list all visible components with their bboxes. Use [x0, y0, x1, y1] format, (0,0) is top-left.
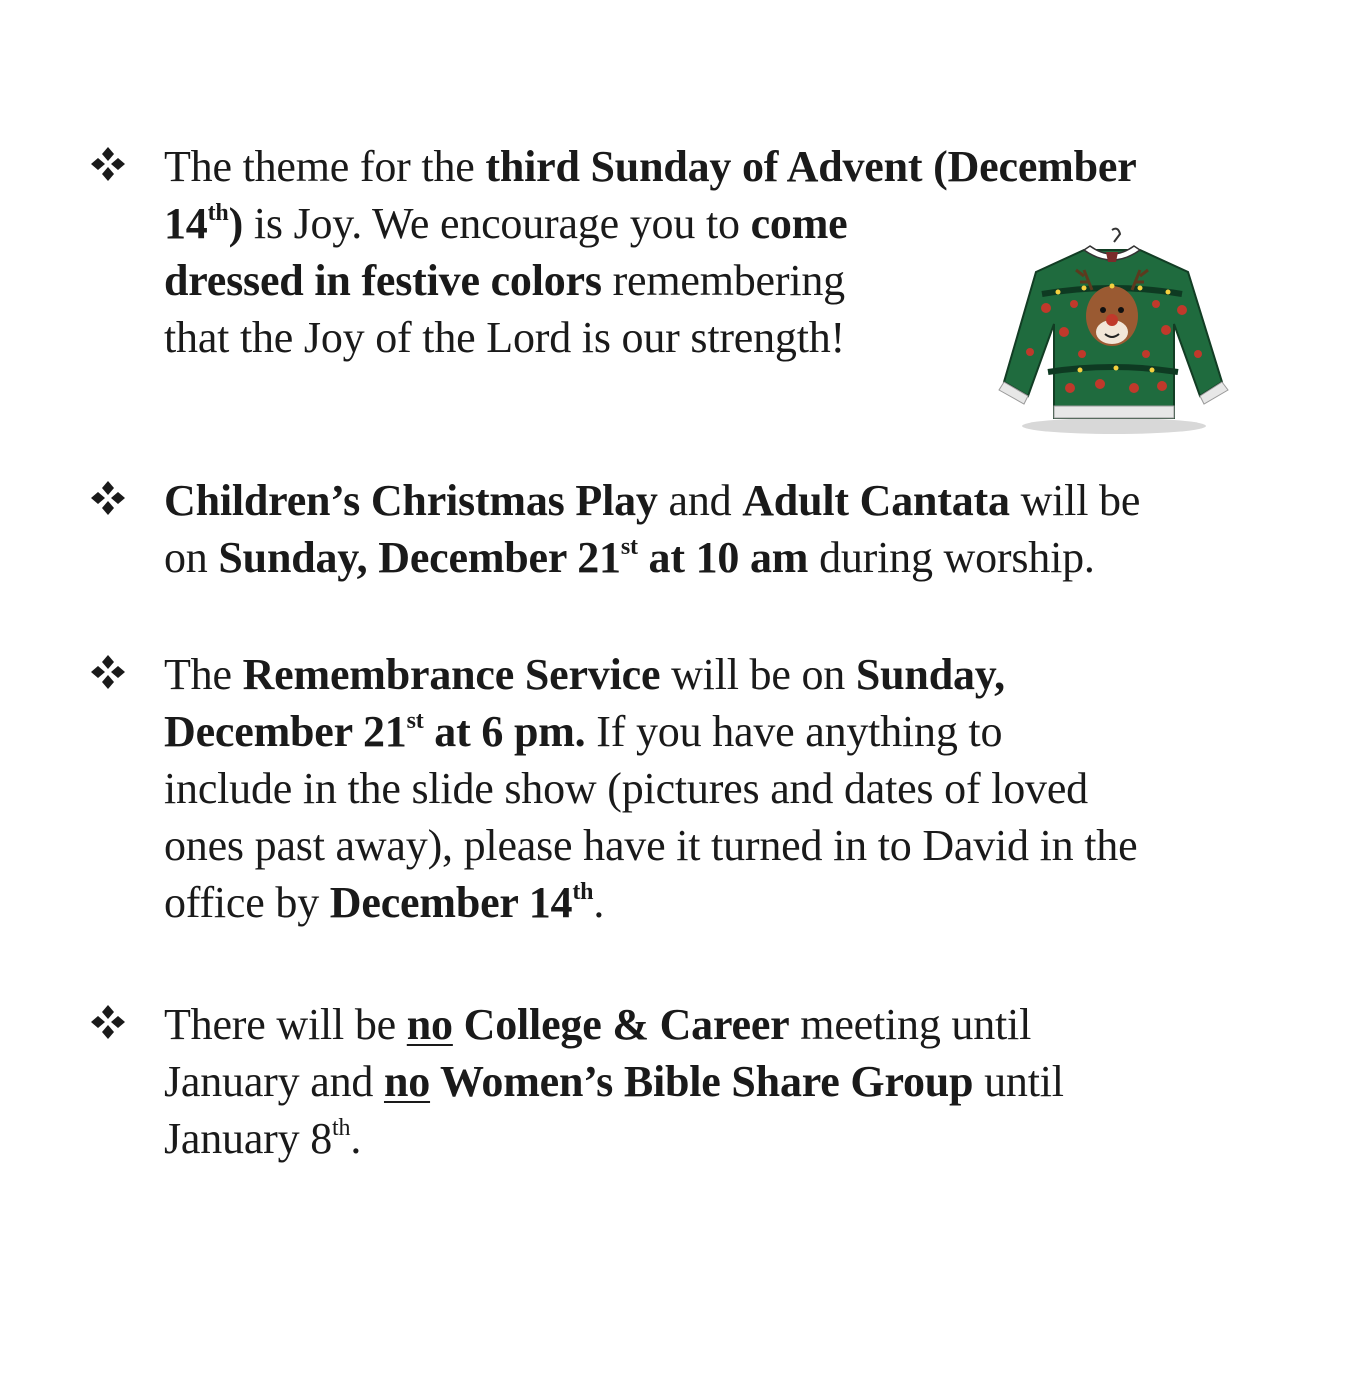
text-segment: remembering — [601, 256, 845, 305]
text-segment: December 14 — [329, 878, 573, 927]
text-segment: January and — [164, 1057, 384, 1106]
text-segment: Remembrance Service — [242, 650, 661, 699]
announcement-text — [164, 996, 1284, 1167]
text-segment: ones past away), please have it turned in to David in the — [164, 821, 1138, 870]
ugly-christmas-sweater-icon — [984, 212, 1240, 442]
text-segment: third Sunday of Advent (December — [485, 142, 1137, 191]
text-segment: Sunday, December 21 — [218, 533, 621, 582]
text-segment: January 8 — [164, 1114, 333, 1163]
text-segment: December 21 — [164, 707, 407, 756]
text-segment: come — [750, 199, 848, 248]
text-segment: Children’s Christmas Play — [164, 476, 658, 525]
text-segment: will be — [1009, 476, 1141, 525]
text-segment: st — [620, 534, 638, 560]
four-diamond-bullet-icon — [88, 1002, 128, 1042]
text-segment: th — [332, 1115, 351, 1141]
text-segment: th — [572, 879, 594, 905]
text-segment: until — [973, 1057, 1064, 1106]
text-segment: is Joy. We encourage you to — [243, 199, 751, 248]
four-diamond-bullet-icon — [88, 652, 128, 692]
four-diamond-bullet-icon — [88, 478, 128, 518]
text-segment: dressed in festive colors — [164, 256, 602, 305]
text-segment: Women’s Bible Share Group — [430, 1057, 974, 1106]
text-segment: There will be — [164, 1000, 407, 1049]
text-segment: th — [207, 200, 229, 226]
text-segment: no — [383, 1057, 431, 1106]
text-segment: If you have anything to — [585, 707, 1003, 756]
text-segment: office by — [164, 878, 330, 927]
text-segment: ) — [228, 199, 244, 248]
four-diamond-bullet-icon — [88, 144, 128, 184]
text-segment: . — [350, 1114, 362, 1163]
text-segment: The — [164, 650, 243, 699]
text-segment: and — [657, 476, 743, 525]
text-segment: at 6 pm. — [423, 707, 586, 756]
text-segment: Adult Cantata — [742, 476, 1010, 525]
text-segment: Sunday, — [855, 650, 1005, 699]
text-segment: 14 — [164, 199, 208, 248]
text-segment: will be on — [660, 650, 856, 699]
announcement-text — [164, 646, 1284, 931]
text-segment: during worship. — [808, 533, 1095, 582]
text-segment: College & Career — [452, 1000, 790, 1049]
announcement-text — [164, 472, 1284, 586]
text-segment: include in the slide show (pictures and dates of loved — [164, 764, 1088, 813]
text-segment: at 10 am — [637, 533, 809, 582]
text-segment: st — [406, 708, 424, 734]
text-segment: on — [164, 533, 219, 582]
text-segment: no — [406, 1000, 453, 1049]
text-segment: . — [593, 878, 605, 927]
text-segment: that the Joy of the Lord is our strength! — [164, 313, 845, 362]
text-segment: meeting until — [789, 1000, 1032, 1049]
text-segment: The theme for the — [164, 142, 486, 191]
